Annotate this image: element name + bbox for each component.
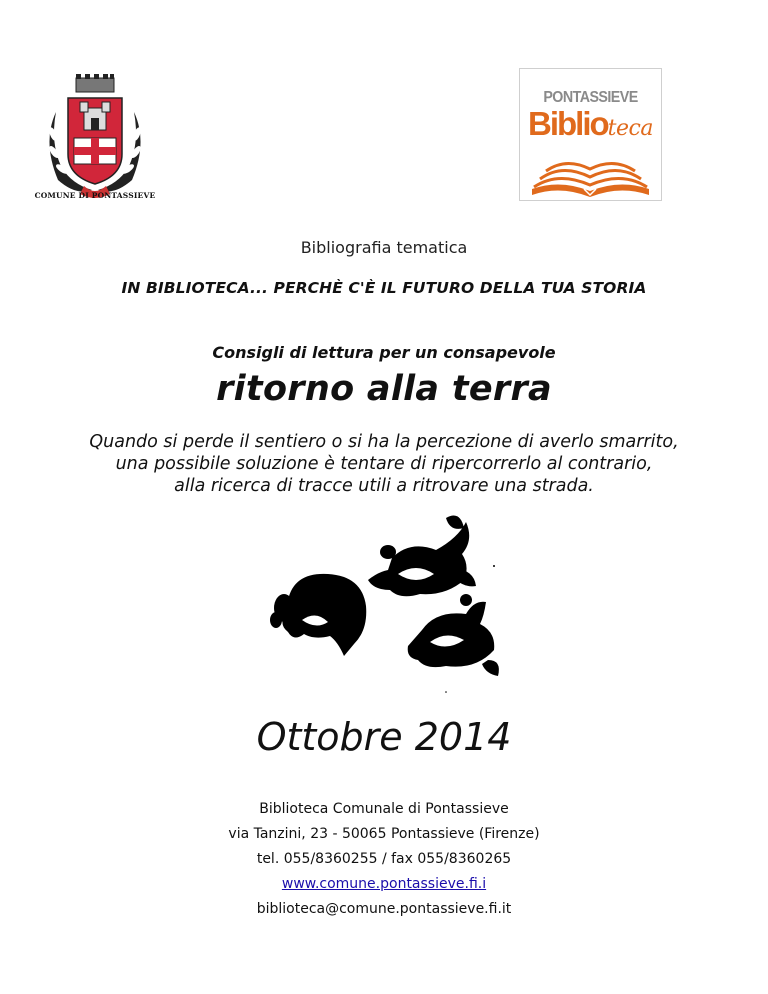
library-logo-top: PONTASSIEVE	[543, 89, 638, 106]
quote-line: una possibile soluzione è tentare di ripercorrerlo al contrario,	[115, 454, 653, 474]
intro-line: Consigli di lettura per un consapevole	[212, 343, 556, 362]
email: biblioteca@comune.pontassieve.fi.it	[256, 901, 512, 917]
crest-caption: COMUNE DI PONTASSIEVE	[34, 191, 156, 200]
date: Ottobre 2014	[256, 715, 512, 759]
turtles-illustration	[270, 510, 520, 700]
quote	[0, 431, 768, 497]
website	[0, 876, 768, 892]
headline: IN BIBLIOTECA... PERCHÈ C'È IL FUTURO DELLA TUA STORIA	[121, 279, 647, 297]
address: via Tanzini, 23 - 50065 Pontassieve (Firenze)	[228, 826, 540, 842]
open-book-icon	[528, 149, 653, 197]
quote-line: Quando si perde il sentiero o si ha la percezione di averlo smarrito,	[89, 432, 679, 452]
subtitle: Bibliografia tematica	[300, 238, 468, 257]
main-title: ritorno alla terra	[216, 369, 552, 409]
library-logo	[519, 68, 662, 201]
library-logo-name-bold: Biblio	[528, 105, 608, 142]
phone-fax: tel. 055/8360255 / fax 055/8360265	[256, 851, 512, 867]
quote-line: alla ricerca di tracce utili a ritrovare una strada.	[174, 476, 594, 496]
website-link[interactable]: www.comune.pontassieve.fi.i	[281, 876, 487, 892]
library-name: Biblioteca Comunale di Pontassieve	[259, 801, 509, 817]
library-logo-name-italic: teca	[607, 116, 653, 141]
coat-of-arms-icon	[36, 72, 154, 202]
library-logo-name	[520, 105, 661, 143]
